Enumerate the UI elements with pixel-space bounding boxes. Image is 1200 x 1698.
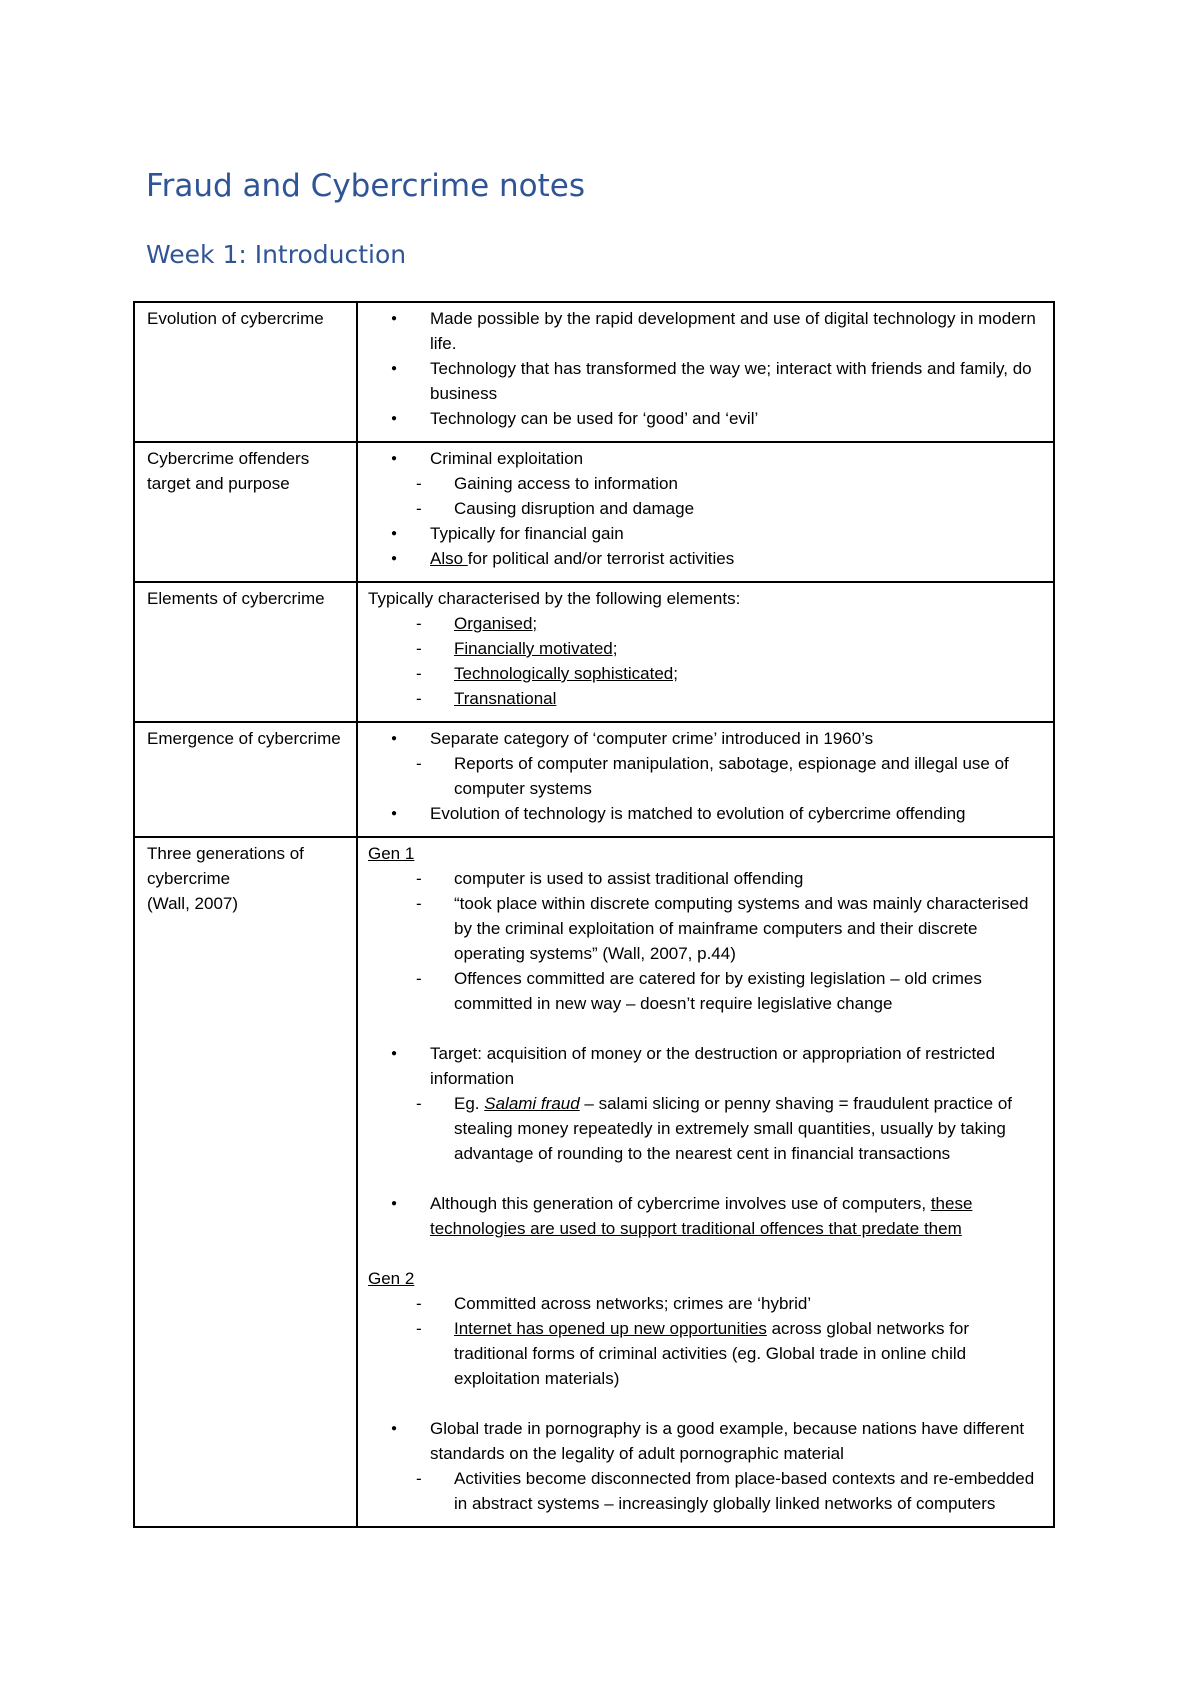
bullet-item: ● Global trade in pornography is a good example, because nations have different standards on the legality of adult pornographic material xyxy=(368,1416,1039,1466)
dash-item: - Activities become disconnected from place-based contexts and re-embedded in abstract systems – increasingly globally linked networks of computers xyxy=(368,1466,1039,1516)
row-label-text: Elements of cybercrime xyxy=(147,589,325,608)
bullet-item: ● Criminal exploitation xyxy=(368,446,1039,471)
row-content xyxy=(357,302,1054,442)
row-label xyxy=(134,302,357,442)
dash-item xyxy=(368,1316,1039,1391)
bullet-item: ● Separate category of ‘computer crime’ introduced in 1960’s xyxy=(368,726,1039,751)
row-label xyxy=(134,582,357,722)
table-row xyxy=(134,837,1054,1527)
dash-item xyxy=(368,636,1039,661)
dash-item: - Offences committed are catered for by existing legislation – old crimes committed in new way – doesn’t require legislative change xyxy=(368,966,1039,1016)
table-row xyxy=(134,722,1054,837)
dash-item: - Gaining access to information xyxy=(368,471,1039,496)
underlined-text: Financially motivated; xyxy=(454,639,618,658)
bullet-item xyxy=(368,546,1039,571)
dash-item xyxy=(368,611,1039,636)
underlined-text: Gen 1 xyxy=(368,844,415,863)
bullet-item: ● Typically for financial gain xyxy=(368,521,1039,546)
row-label xyxy=(134,722,357,837)
dash-item: - Reports of computer manipulation, sabotage, espionage and illegal use of computer systems xyxy=(368,751,1039,801)
row-content xyxy=(357,837,1054,1527)
underlined-text: these technologies are used to support traditional offences that predate them xyxy=(430,1194,973,1238)
row-content xyxy=(357,722,1054,837)
notes-table xyxy=(133,301,1055,1528)
dash-text: Eg. xyxy=(454,1094,485,1113)
dash-item: - Committed across networks; crimes are ‘hybrid’ xyxy=(368,1291,1039,1316)
dash-item xyxy=(368,661,1039,686)
row-label-text: Cybercrime offenders target and purpose xyxy=(147,449,310,493)
underlined-text: Internet has opened up new opportunities xyxy=(454,1319,767,1338)
table-row xyxy=(134,582,1054,722)
bullet-item: ● Target: acquisition of money or the destruction or appropriation of restricted information xyxy=(368,1041,1039,1091)
emphasis-text: Salami fraud xyxy=(484,1094,580,1113)
bullet-item xyxy=(368,1191,1039,1241)
dash-item: - computer is used to assist traditional offending xyxy=(368,866,1039,891)
underlined-text: Gen 2 xyxy=(368,1269,415,1288)
row-label xyxy=(134,442,357,582)
bullet-text: for political and/or terrorist activities xyxy=(467,549,735,568)
dash-item: - “took place within discrete computing systems and was mainly characterised by the criminal exploitation of mainframe computers and their discrete operating systems” (Wall, 2007, p.44) xyxy=(368,891,1039,966)
spacer xyxy=(368,1166,1039,1191)
intro-text: Typically characterised by the following elements: xyxy=(368,589,741,608)
spacer xyxy=(368,1016,1039,1041)
bullet-item: ● Technology that has transformed the way we; interact with friends and family, do business xyxy=(368,356,1039,406)
bullet-text: Although this generation of cybercrime involves use of computers, xyxy=(430,1194,931,1213)
gen-heading xyxy=(368,1266,1039,1291)
underlined-text: Also xyxy=(430,549,468,568)
section-heading: Week 1: Introduction xyxy=(146,240,407,269)
row-label-text: Evolution of cybercrime xyxy=(147,309,324,328)
table-row xyxy=(134,442,1054,582)
row-content xyxy=(357,582,1054,722)
row-content xyxy=(357,442,1054,582)
spacer xyxy=(368,1241,1039,1266)
underlined-text: Technologically sophisticated; xyxy=(454,664,678,683)
document-title: Fraud and Cybercrime notes xyxy=(146,168,585,204)
underlined-text: Transnational xyxy=(454,689,557,708)
gen-heading xyxy=(368,841,1039,866)
dash-text: – salami slicing or penny shaving = fraudulent practice of stealing money repeatedly in extremely small quantities, usually by taking advantage of rounding to the nearest cent in financial transactions xyxy=(454,1094,1013,1163)
dash-item: - Causing disruption and damage xyxy=(368,496,1039,521)
underlined-text: Organised; xyxy=(454,614,538,633)
dash-text: across global networks for traditional forms of criminal activities (eg. Global trade in online child exploitation materials) xyxy=(454,1319,970,1388)
bullet-item: ● Evolution of technology is matched to evolution of cybercrime offending xyxy=(368,801,1039,826)
row-label xyxy=(134,837,357,1527)
row-label-citation: (Wall, 2007) xyxy=(147,894,239,913)
dash-item xyxy=(368,686,1039,711)
dash-item xyxy=(368,1091,1039,1166)
bullet-item: ● Made possible by the rapid development and use of digital technology in modern life. xyxy=(368,306,1039,356)
spacer xyxy=(368,1391,1039,1416)
bullet-item: ● Technology can be used for ‘good’ and ‘evil’ xyxy=(368,406,1039,431)
row-label-text: Emergence of cybercrime xyxy=(147,729,341,748)
row-label-text: Three generations of cybercrime xyxy=(147,844,304,888)
table-row xyxy=(134,302,1054,442)
